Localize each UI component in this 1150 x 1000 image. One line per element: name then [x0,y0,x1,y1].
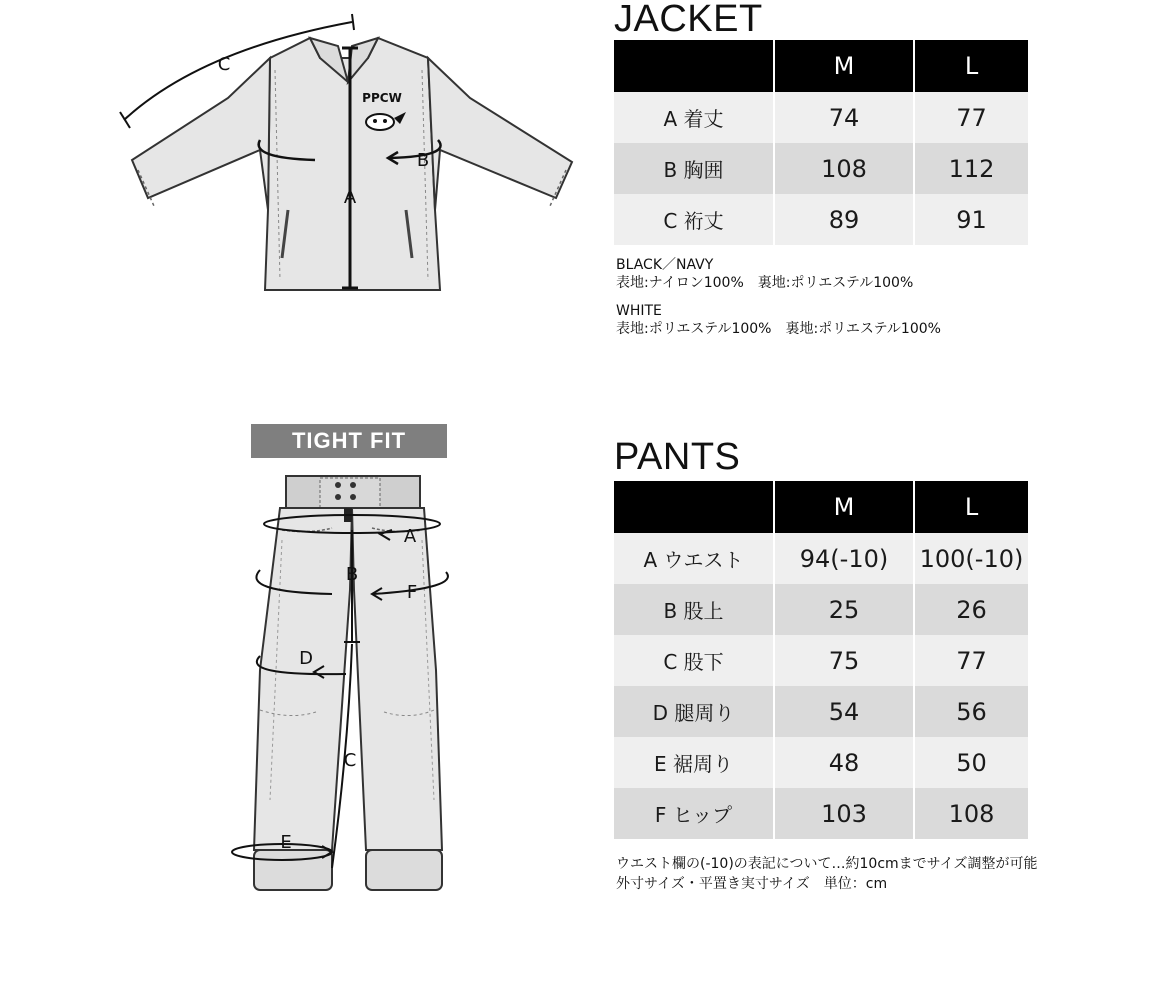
svg-text:A: A [343,187,357,208]
size-m-value: 89 [774,194,914,245]
size-m-value: 94(-10) [774,533,914,584]
table-row [614,92,1028,143]
column-header [614,481,774,533]
row-label: B 胸囲 [614,143,774,194]
svg-text:C: C [343,750,357,771]
table-row [614,686,1028,737]
size-l-value: 108 [914,788,1028,839]
size-l-value: 77 [914,635,1028,686]
measurement-unit-footnote: 外寸サイズ・平置き実寸サイズ 単位：cm [616,876,888,892]
row-label: E 裾周り [614,737,774,788]
table-row [614,584,1028,635]
column-header-m: M [774,40,914,92]
pants-left-leg [254,508,352,850]
size-m-value: 108 [774,143,914,194]
table-header-row [614,481,1028,533]
svg-text:B: B [345,564,359,585]
jacket-right-sleeve [428,58,572,210]
pants-size-table [614,481,1028,839]
column-header-l: L [914,40,1028,92]
table-row [614,143,1028,194]
column-header [614,40,774,92]
size-m-value: 103 [774,788,914,839]
column-header-l: L [914,481,1028,533]
waist-adjust-footnote: ウエスト欄の(-10)の表記について…約10cmまでサイズ調整が可能 [616,856,1038,872]
jacket-size-table [614,40,1028,245]
size-l-value: 26 [914,584,1028,635]
table-row [614,533,1028,584]
svg-text:D: D [299,648,313,669]
table-row [614,788,1028,839]
table-row [614,635,1028,686]
size-l-value: 56 [914,686,1028,737]
size-l-value: 50 [914,737,1028,788]
jacket-title: JACKET [614,0,763,40]
row-label: D 腿周り [614,686,774,737]
row-label: F ヒップ [614,788,774,839]
size-l-value: 77 [914,92,1028,143]
svg-text:A: A [403,526,417,547]
pants-title: PANTS [614,436,741,478]
size-m-value: 25 [774,584,914,635]
row-label: C 裄丈 [614,194,774,245]
row-label: C 股下 [614,635,774,686]
material-note-fabric-white: 表地:ポリエステル100% 裏地:ポリエステル100% [616,321,941,337]
table-row [614,737,1028,788]
tight-fit-badge: TIGHT FIT [251,424,447,458]
svg-text:PPCW: PPCW [362,91,402,105]
jacket-illustration [110,10,590,300]
row-label: A ウエスト [614,533,774,584]
size-l-value: 112 [914,143,1028,194]
size-m-value: 48 [774,737,914,788]
size-m-value: 74 [774,92,914,143]
table-row [614,194,1028,245]
column-header-m: M [774,481,914,533]
pants-illustration [220,470,480,900]
svg-text:C: C [217,54,231,75]
material-note-color-white: WHITE [616,303,662,319]
table-header-row [614,40,1028,92]
material-note-fabric-black-navy: 表地:ナイロン100% 裏地:ポリエステル100% [616,275,914,291]
row-label: A 着丈 [614,92,774,143]
size-m-value: 75 [774,635,914,686]
size-l-value: 100(-10) [914,533,1028,584]
size-l-value: 91 [914,194,1028,245]
size-m-value: 54 [774,686,914,737]
jacket-left-sleeve [132,58,270,210]
svg-text:B: B [416,150,430,171]
svg-text:E: E [280,832,292,853]
material-note-color-black-navy: BLACK／NAVY [616,257,714,273]
row-label: B 股上 [614,584,774,635]
svg-text:F: F [406,582,418,603]
